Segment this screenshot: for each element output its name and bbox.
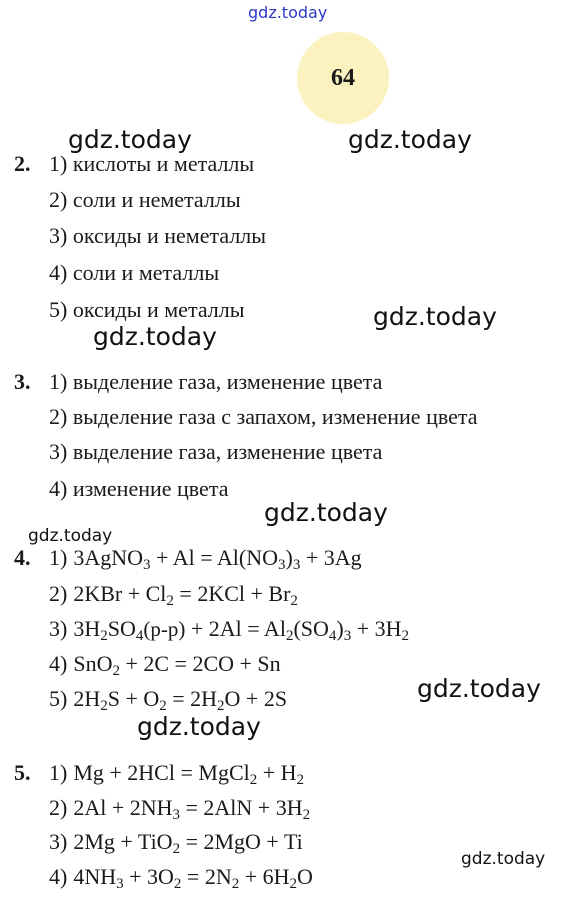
- equation: 3AgNO$_3$ + $Al = Al(NO_3)_3 + 3Ag$: [73, 545, 362, 573]
- watermark: gdz.today: [28, 526, 113, 546]
- watermark: gdz.today: [68, 125, 192, 154]
- task-number: 3.: [14, 369, 31, 394]
- answer-line: 1) кислоты и металлы: [49, 151, 255, 176]
- answer-line: 3) оксиды и неметаллы: [49, 223, 267, 248]
- equation: $2KBr + Cl_2 = 2KCl + Br_2$: [73, 581, 298, 609]
- equation-line: 4) $4NH_3 + 3O_2 = 2N_2 + 6H_2O$: [49, 864, 313, 892]
- watermark: gdz.today: [93, 322, 217, 351]
- equation-line: 3) 2Mg + TiO$_2$ = 2MgO + Ti: [49, 829, 303, 857]
- watermark: gdz.today: [264, 498, 388, 527]
- equation: $2Al + 2NH_3 = 2AlN + 3H_2$: [73, 795, 311, 823]
- task-number: 2.: [14, 151, 31, 176]
- equation-line: 5) $2H_2S + O_2 = 2H_2O + 2S$: [49, 686, 288, 714]
- equation: SnO$_2$ + 2C = 2CO + Sn: [73, 651, 281, 679]
- watermark: gdz.today: [348, 125, 472, 154]
- watermark: gdz.today: [137, 712, 261, 741]
- equation-line: 1) 3AgNO$_3$ + $Al = Al(NO_3)_3 + 3Ag$: [49, 545, 362, 573]
- answer-line: 5) оксиды и металлы: [49, 297, 245, 322]
- page-number: 64: [331, 65, 355, 91]
- answer-line: 2) соли и неметаллы: [49, 187, 241, 212]
- page-number-badge: [297, 32, 389, 124]
- watermark-top: gdz.today: [248, 3, 328, 22]
- equation-line: 1) Mg + 2HCl = MgCl$_2$ + $H_2$: [49, 760, 305, 788]
- equation: 2Mg + TiO$_2$ = 2MgO + Ti: [73, 829, 303, 857]
- equation-line: 4) SnO$_2$ + 2C = 2CO + Sn: [49, 651, 281, 679]
- answer-line: 3) выделение газа, изменение цвета: [49, 439, 383, 464]
- answer-line: 2) выделение газа с запахом, изменение цвета: [49, 404, 478, 429]
- equation-line: 2) $2Al + 2NH_3 = 2AlN + 3H_2$: [49, 795, 311, 823]
- equation-line: 3) $3H_2SO_4(р-р) + 2Al = Al_2(SO_4)_3 + 3H_2$: [49, 616, 410, 644]
- equation: $3H_2SO_4(р-р) + 2Al = Al_2(SO_4)_3 + 3H_2$: [73, 616, 410, 644]
- answer-line: 4) соли и металлы: [49, 260, 220, 285]
- equation-line: 2) $2KBr + Cl_2 = 2KCl + Br_2$: [49, 581, 298, 609]
- task-number: 4.: [14, 545, 31, 570]
- watermark: gdz.today: [461, 849, 546, 869]
- task-number: 5.: [14, 760, 31, 785]
- watermark: gdz.today: [417, 674, 541, 703]
- answer-line: 1) выделение газа, изменение цвета: [49, 369, 383, 394]
- answer-line: 4) изменение цвета: [49, 476, 229, 501]
- watermark: gdz.today: [373, 302, 497, 331]
- equation: Mg + 2HCl = MgCl$_2$ + $H_2$: [73, 760, 305, 788]
- equation: $4NH_3 + 3O_2 = 2N_2 + 6H_2O$: [73, 864, 313, 892]
- equation: $2H_2S + O_2 = 2H_2O + 2S$: [73, 686, 288, 714]
